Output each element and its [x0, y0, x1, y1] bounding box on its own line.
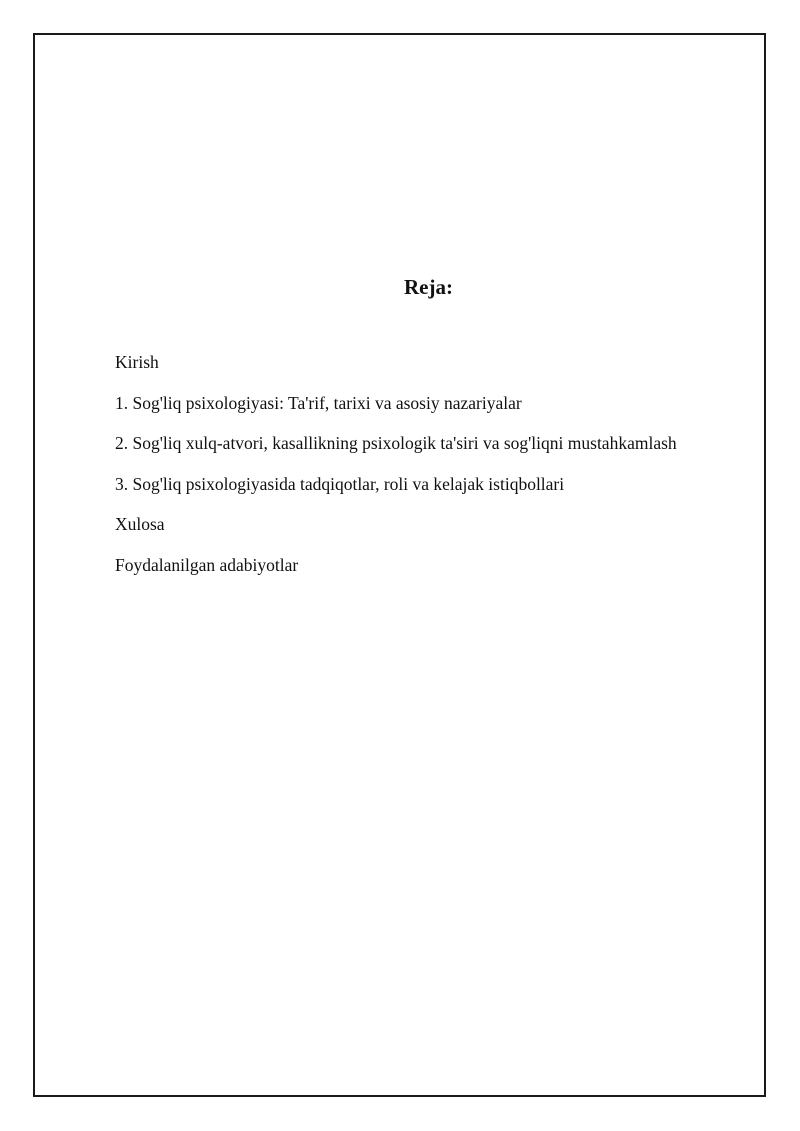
plan-item-chapter-1: 1. Sog'liq psixologiyasi: Ta'rif, tarixi va asosiy nazariyalar [115, 392, 522, 413]
plan-list [115, 350, 677, 593]
plan-item-introduction: Kirish [115, 352, 159, 372]
plan-item-references: Foydalanilgan adabiyotlar [115, 554, 299, 575]
plan-item-conclusion: Xulosa [115, 514, 165, 534]
plan-item-chapter-2: 2. Sog'liq xulq-atvori, kasallikning psixologik ta'siri va sog'liqni mustahkamlash [115, 433, 677, 453]
page-title: Reja: [404, 275, 453, 299]
plan-item-chapter-3: 3. Sog'liq psixologiyasida tadqiqotlar, roli va kelajak istiqbollari [115, 473, 565, 494]
